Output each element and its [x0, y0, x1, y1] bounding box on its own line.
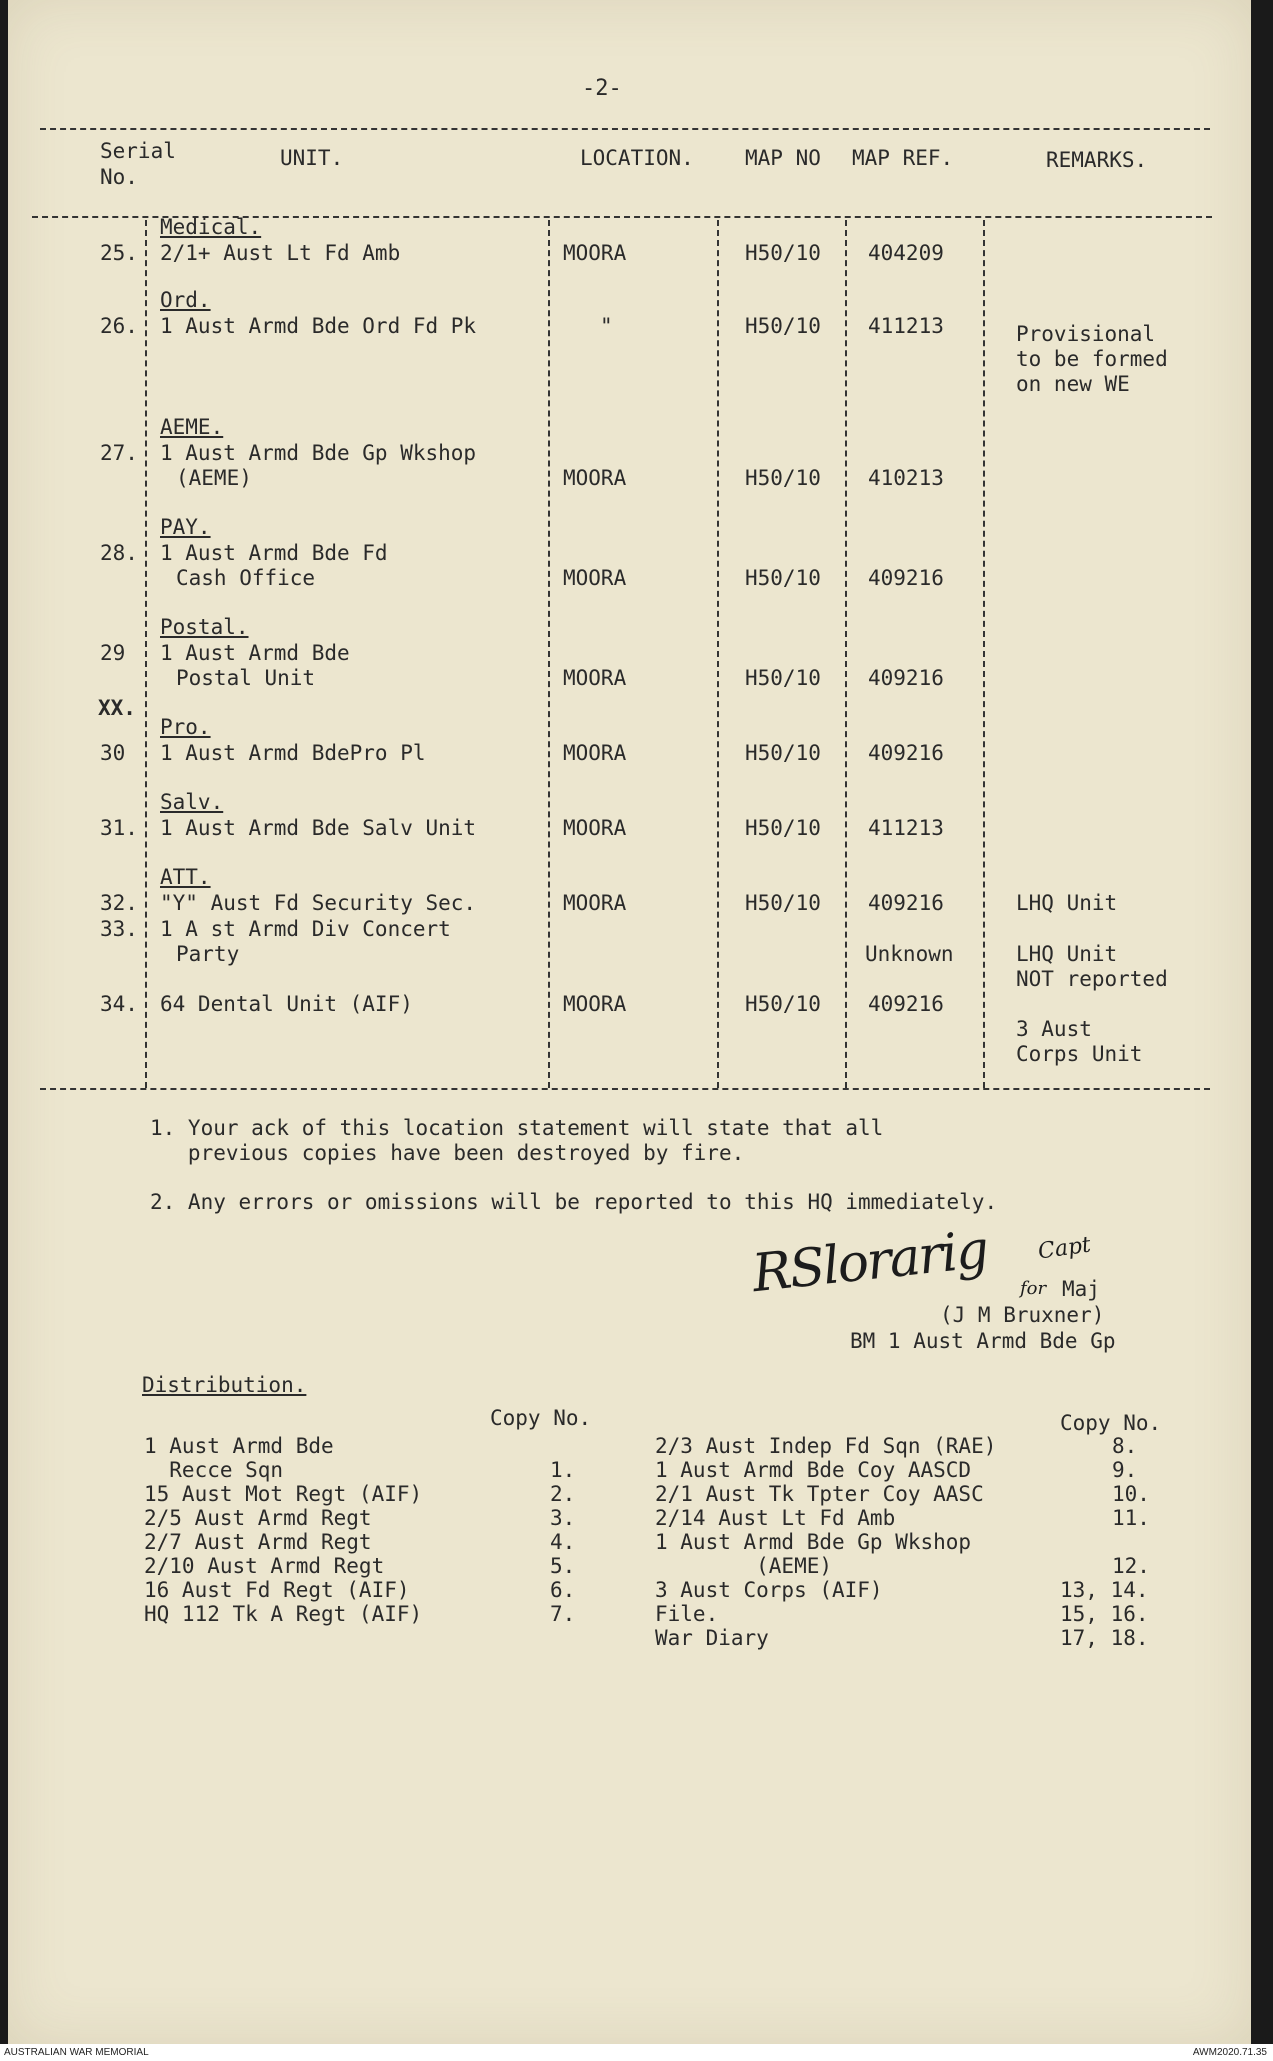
- row-map-ref: 409216: [868, 891, 944, 915]
- row-unit: Party: [176, 942, 240, 966]
- distribution-copy-no: 3.: [550, 1506, 576, 1530]
- distribution-recipient: 2/5 Aust Armd Regt: [144, 1506, 372, 1530]
- row-location: MOORA: [563, 666, 627, 690]
- row-serial: 34.: [100, 992, 138, 1016]
- handwritten-signature: RSlorarig: [749, 1219, 990, 1305]
- distribution-recipient: 2/1 Aust Tk Tpter Coy AASC: [655, 1482, 984, 1506]
- row-section-heading: AEME.: [160, 415, 224, 439]
- distribution-copy-no: 4.: [550, 1530, 576, 1554]
- header-location: LOCATION.: [580, 146, 694, 170]
- row-map-no: H50/10: [745, 466, 821, 490]
- row-section-heading: Medical.: [160, 215, 262, 239]
- copy-no-label-left: Copy No.: [490, 1406, 592, 1430]
- distribution-heading: Distribution.: [142, 1373, 307, 1397]
- row-unit: Postal Unit: [176, 666, 316, 690]
- row-remark: LHQ Unit: [1016, 942, 1118, 966]
- distribution-recipient: War Diary: [655, 1626, 769, 1650]
- row-unit: "Y" Aust Fd Security Sec.: [160, 891, 477, 915]
- footer-credit: AUSTRALIAN WAR MEMORIAL: [4, 2047, 149, 2058]
- distribution-copy-no: 9.: [1112, 1458, 1138, 1482]
- row-section-heading: ATT.: [160, 865, 211, 889]
- distribution-copy-no: 11.: [1112, 1506, 1150, 1530]
- distribution-copy-no: 15, 16.: [1060, 1602, 1149, 1626]
- row-section-heading: PAY.: [160, 515, 211, 539]
- col-divider-remarks: [983, 220, 985, 1088]
- row-unit: 2/1+ Aust Lt Fd Amb: [160, 241, 401, 265]
- col-divider-location: [548, 220, 550, 1088]
- distribution-copy-no: 10.: [1112, 1482, 1150, 1506]
- header-map-no: MAP NO: [745, 146, 821, 170]
- row-remark: Provisional: [1016, 322, 1156, 346]
- row-unit: 1 Aust Armd Bde Ord Fd Pk: [160, 314, 477, 338]
- distribution-recipient: 1 Aust Armd Bde Gp Wkshop: [655, 1530, 972, 1554]
- header-map-ref: MAP REF.: [852, 146, 954, 170]
- row-serial: 31.: [100, 816, 138, 840]
- row-unit: 1 Aust Armd BdePro Pl: [160, 741, 426, 765]
- row-unit: 1 Aust Armd Bde: [160, 641, 350, 665]
- note-1: 1. Your ack of this location statement will state that all: [150, 1116, 884, 1140]
- distribution-recipient: 2/3 Aust Indep Fd Sqn (RAE): [655, 1434, 997, 1458]
- distribution-copy-no: 13, 14.: [1060, 1578, 1149, 1602]
- row-map-no: H50/10: [745, 566, 821, 590]
- row-unit: Cash Office: [176, 566, 316, 590]
- distribution-recipient: 1 Aust Armd Bde: [144, 1434, 334, 1458]
- row-map-ref: Unknown: [865, 942, 954, 966]
- row-map-ref: 409216: [868, 666, 944, 690]
- header-serial: Serial: [100, 139, 176, 163]
- col-divider-mapref: [845, 220, 847, 1088]
- header-remarks: REMARKS.: [1046, 148, 1148, 172]
- row-map-no: H50/10: [745, 891, 821, 915]
- row-map-no: H50/10: [745, 816, 821, 840]
- distribution-recipient: 2/7 Aust Armd Regt: [144, 1530, 372, 1554]
- row-unit: 1 A st Armd Div Concert: [160, 917, 451, 941]
- handwritten-rank: Capt: [1036, 1232, 1093, 1265]
- signatory-name: (J M Bruxner): [940, 1303, 1105, 1327]
- distribution-copy-no: 8.: [1112, 1434, 1138, 1458]
- row-section-heading: Salv.: [160, 790, 224, 814]
- row-serial: 30: [100, 741, 126, 765]
- distribution-recipient: 2/10 Aust Armd Regt: [144, 1554, 385, 1578]
- distribution-recipient: 2/14 Aust Lt Fd Amb: [655, 1506, 896, 1530]
- row-map-ref: 404209: [868, 241, 944, 265]
- distribution-copy-no: 6.: [550, 1578, 576, 1602]
- row-map-ref: 409216: [868, 992, 944, 1016]
- table-top-rule: [40, 128, 1210, 130]
- row-remark: LHQ Unit: [1016, 891, 1118, 915]
- row-map-ref: 409216: [868, 566, 944, 590]
- row-map-ref: 409216: [868, 741, 944, 765]
- distribution-recipient: 16 Aust Fd Regt (AIF): [144, 1578, 410, 1602]
- row-unit: 1 Aust Armd Bde Fd: [160, 541, 388, 565]
- row-location: MOORA: [563, 566, 627, 590]
- note-2: 2. Any errors or omissions will be reported to this HQ immediately.: [150, 1190, 998, 1214]
- row-location: MOORA: [563, 241, 627, 265]
- row-serial: 27.: [100, 441, 138, 465]
- row-unit: 1 Aust Armd Bde Salv Unit: [160, 816, 477, 840]
- row-serial: 32.: [100, 891, 138, 915]
- row-map-no: H50/10: [745, 241, 821, 265]
- distribution-copy-no: 12.: [1112, 1554, 1150, 1578]
- row-location: MOORA: [563, 741, 627, 765]
- row-unit: 64 Dental Unit (AIF): [160, 992, 413, 1016]
- row-map-no: H50/10: [745, 314, 821, 338]
- row-location: MOORA: [563, 992, 627, 1016]
- note-1-cont: previous copies have been destroyed by fire.: [150, 1141, 745, 1165]
- row-remark: on new WE: [1016, 372, 1130, 396]
- distribution-copy-no: 17, 18.: [1060, 1626, 1149, 1650]
- row-serial: 26.: [100, 314, 138, 338]
- copy-no-label-right: Copy No.: [1060, 1411, 1162, 1435]
- row-map-ref: 411213: [868, 314, 944, 338]
- distribution-recipient: (AEME): [655, 1554, 833, 1578]
- row-serial: 29: [100, 641, 126, 665]
- distribution-recipient: File.: [655, 1602, 719, 1626]
- distribution-copy-no: 5.: [550, 1554, 576, 1578]
- page-number: -2-: [582, 76, 622, 101]
- signatory-rank: Maj: [1062, 1277, 1100, 1301]
- row-serial: 25.: [100, 241, 138, 265]
- row-serial: 33.: [100, 917, 138, 941]
- row-remark: 3 Aust: [1016, 1017, 1092, 1041]
- distribution-recipient: Recce Sqn: [144, 1458, 284, 1482]
- distribution-copy-no: 2.: [550, 1482, 576, 1506]
- header-unit: UNIT.: [280, 146, 344, 170]
- row-remark: Corps Unit: [1016, 1042, 1143, 1066]
- col-divider-mapno: [717, 220, 719, 1088]
- distribution-copy-no: 1.: [550, 1458, 576, 1482]
- distribution-recipient: 1 Aust Armd Bde Coy AASCD: [655, 1458, 972, 1482]
- row-section-heading: Pro.: [160, 715, 211, 739]
- header-serial-no: No.: [100, 165, 138, 189]
- row-location: MOORA: [563, 466, 627, 490]
- row-map-no: H50/10: [745, 992, 821, 1016]
- row-unit: (AEME): [176, 466, 252, 490]
- handwritten-for: for: [1020, 1278, 1047, 1299]
- row-map-ref: 410213: [868, 466, 944, 490]
- signatory-title: BM 1 Aust Armd Bde Gp: [850, 1329, 1116, 1353]
- distribution-recipient: 3 Aust Corps (AIF): [655, 1578, 883, 1602]
- distribution-copy-no: 7.: [550, 1602, 576, 1626]
- row-map-ref: 411213: [868, 816, 944, 840]
- row-unit: 1 Aust Armd Bde Gp Wkshop: [160, 441, 477, 465]
- row-section-heading: Ord.: [160, 288, 211, 312]
- distribution-recipient: HQ 112 Tk A Regt (AIF): [144, 1602, 423, 1626]
- table-bottom-rule: [40, 1088, 1210, 1090]
- row-section-heading: Postal.: [160, 615, 249, 639]
- distribution-recipient: 15 Aust Mot Regt (AIF): [144, 1482, 423, 1506]
- row-serial: 28.: [100, 541, 138, 565]
- row-remark: to be formed: [1016, 347, 1168, 371]
- row-map-no: H50/10: [745, 741, 821, 765]
- footer-bar: [0, 2044, 1273, 2061]
- row-map-no: H50/10: [745, 666, 821, 690]
- footer-id: AWM2020.71.35: [1192, 2047, 1267, 2058]
- row-location: MOORA: [563, 891, 627, 915]
- row-location: ": [600, 314, 613, 338]
- margin-mark: XX.: [98, 696, 136, 720]
- col-divider-serial: [145, 220, 147, 1088]
- row-remark: NOT reported: [1016, 967, 1168, 991]
- row-location: MOORA: [563, 816, 627, 840]
